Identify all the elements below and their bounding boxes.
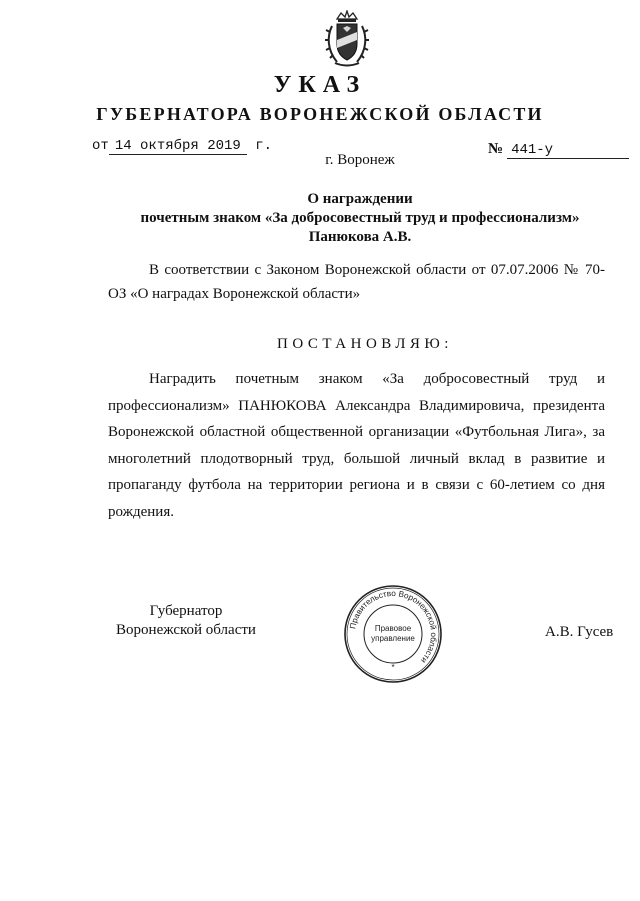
- coat-of-arms-icon: [323, 10, 371, 70]
- document-subtitle: ГУБЕРНАТОРА ВОРОНЕЖСКОЙ ОБЛАСТИ: [96, 104, 544, 124]
- number-label: №: [488, 141, 504, 157]
- date-value: 14 октября 2019: [109, 138, 247, 155]
- signatory-position: [112, 602, 260, 640]
- date-prefix: от: [92, 138, 109, 154]
- stamp-star: *: [391, 663, 395, 672]
- stamp-center-line-2: управление: [371, 634, 415, 643]
- body-paragraph: Наградить почетным знаком «За добросовестный труд и профессионализм» ПАНЮКОВА Александра Владимировича, президента Воронежской областной общественной организации «Футбольная Лига», за многолетний плодотворный труд, большой личный вклад в развитие и пропаганду футбола на территории региона и в связи с 60-летием со дня рождения.: [108, 371, 605, 520]
- document-heading: [0, 190, 640, 247]
- decree-body: [108, 366, 605, 525]
- heading-line-2: почетным знаком «За добросовестный труд и профессионализм»: [140, 210, 580, 226]
- date-suffix: г.: [255, 138, 273, 154]
- official-stamp: [343, 584, 443, 684]
- signatory-name: А.В. Гусев: [545, 624, 614, 640]
- position-line-2: Воронежской области: [116, 622, 256, 638]
- document-title: УКАЗ: [273, 72, 367, 98]
- city: г. Воронеж: [325, 152, 395, 168]
- stamp-ring-text: Правительство Воронежской области: [348, 588, 439, 665]
- decree-word: ПОСТАНОВЛЯЮ:: [277, 336, 453, 352]
- heading-line-1: О награждении: [307, 191, 413, 207]
- heading-line-3: Панюкова А.В.: [308, 229, 412, 245]
- stamp-center-line-1: Правовое: [374, 624, 412, 633]
- position-line-1: Губернатор: [149, 603, 223, 619]
- number-value: 441-у: [507, 142, 629, 159]
- legal-basis: [108, 258, 605, 306]
- basis-paragraph: В соответствии с Законом Воронежской области от 07.07.2006 № 70-ОЗ «О наградах Воронежской области»: [108, 262, 605, 302]
